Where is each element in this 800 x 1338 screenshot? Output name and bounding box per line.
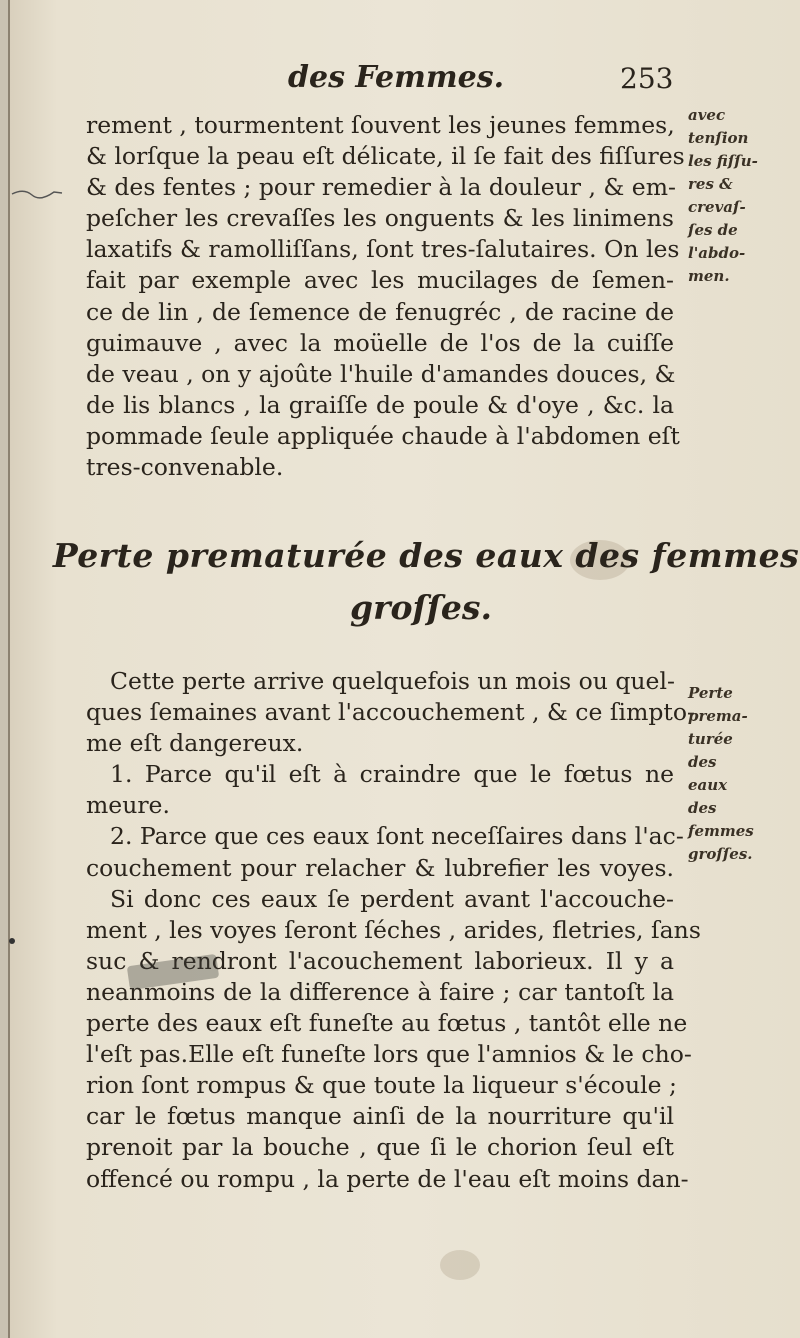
margin-note-line: eaux xyxy=(688,776,728,794)
text-line: couchement pour relacher & lubrefier les voyes. xyxy=(86,853,674,882)
text-line: meure. xyxy=(86,791,170,820)
text-line: Cette perte arrive quelquefois un mois ou quel- xyxy=(110,667,675,695)
page-number: 253 xyxy=(620,62,674,95)
text-line: Si donc ces eaux ſe perdent avant l'accouche- xyxy=(110,884,674,913)
margin-note-line: avec xyxy=(688,106,726,124)
margin-note-line: prema- xyxy=(688,707,748,725)
text-line: ques ſemaines avant l'accouchement , & ce ſimpto- xyxy=(86,698,695,727)
margin-note-line: ſes de xyxy=(688,221,738,239)
margin-note-line: crevaſ- xyxy=(688,198,746,216)
text-line: 1. Parce qu'il eſt à craindre que le fœtus ne xyxy=(110,760,674,789)
text-line: ce de lin , de ſemence de fenugréc , de racine de xyxy=(86,297,674,326)
text-line: rion ſont rompus & que toute la liqueur s'écoule ; xyxy=(86,1071,677,1100)
text-line: suc & rendront l'acouchement laborieux. Il y a xyxy=(86,946,674,975)
margin-note-line: turée xyxy=(688,730,733,748)
text-line: l'eſt pas.Elle eſt funeſte lors que l'amnios & le cho- xyxy=(86,1040,692,1069)
text-line: & des fentes ; pour remedier à la douleur , & em- xyxy=(86,173,676,202)
ink-dot xyxy=(9,938,15,944)
section-heading-line-2: groſſes. xyxy=(350,588,492,627)
margin-note-line: les fiſſu- xyxy=(688,152,758,170)
text-line: de veau , on y ajoûte l'huile d'amandes douces, & xyxy=(86,359,676,388)
section-heading xyxy=(10,530,800,634)
text-line: & lorſque la peau eſt délicate, il ſe fait des fiſſures xyxy=(86,142,685,171)
paragraph-block-2 xyxy=(86,666,701,1195)
paragraph-block-1 xyxy=(86,110,685,483)
margin-note-line: Perte xyxy=(688,684,733,702)
section-heading-line-1: Perte prematurée des eaux des femmes xyxy=(52,536,800,575)
margin-note-1 xyxy=(688,104,798,288)
text-line: laxatifs & ramolliſſans, ſont tres-ſalutaires. On les xyxy=(86,235,680,264)
text-line: perte des eaux eſt funeſte au fœtus , tantôt elle ne xyxy=(86,1009,688,1038)
text-line: prenoit par la bouche , que ſi le chorion ſeul eſt xyxy=(86,1133,674,1162)
text-line: 2. Parce que ces eaux ſont neceſſaires dans l'ac- xyxy=(110,822,684,851)
book-page xyxy=(8,0,800,1338)
margin-note-line: l'abdo- xyxy=(688,244,746,262)
margin-note-line: groſſes. xyxy=(688,845,753,863)
running-title: des Femmes. xyxy=(288,60,505,95)
text-line: de lis blancs , la graiſſe de poule & d'oye , &c. la xyxy=(86,390,674,419)
text-line: car le fœtus manque ainſi de la nourriture qu'il xyxy=(86,1102,674,1131)
margin-note-line: tenſion xyxy=(688,129,749,147)
text-line: guimauve , avec la moüelle de l'os de la cuiſſe xyxy=(86,328,674,357)
text-line: neanmoins de la difference à faire ; car tantoſt la xyxy=(86,977,674,1006)
text-line: tres-convenable. xyxy=(86,453,284,482)
page-header xyxy=(10,60,800,100)
paper-stain xyxy=(440,1250,480,1280)
margin-note-line: res & xyxy=(688,175,733,193)
text-line: pommade ſeule appliquée chaude à l'abdomen eſt xyxy=(86,421,680,450)
margin-note-line: femmes xyxy=(688,822,754,840)
margin-note-2 xyxy=(688,682,798,866)
text-line: peſcher les crevaſſes les onguents & les linimens xyxy=(86,204,674,233)
margin-note-line: des xyxy=(688,799,717,817)
margin-note-line: men. xyxy=(688,267,730,285)
text-line: offencé ou rompu , la perte de l'eau eſt moins dan- xyxy=(86,1164,689,1193)
text-line: rement , tourmentent ſouvent les jeunes femmes, xyxy=(86,111,675,139)
text-line: me eſt dangereux. xyxy=(86,729,304,758)
margin-scribble xyxy=(10,186,64,200)
margin-note-line: des xyxy=(688,753,717,771)
text-line: fait par exemple avec les mucilages de ſemen- xyxy=(86,266,674,295)
text-line: ment , les voyes ſeront ſéches , arides, fletries, ſans xyxy=(86,915,701,944)
